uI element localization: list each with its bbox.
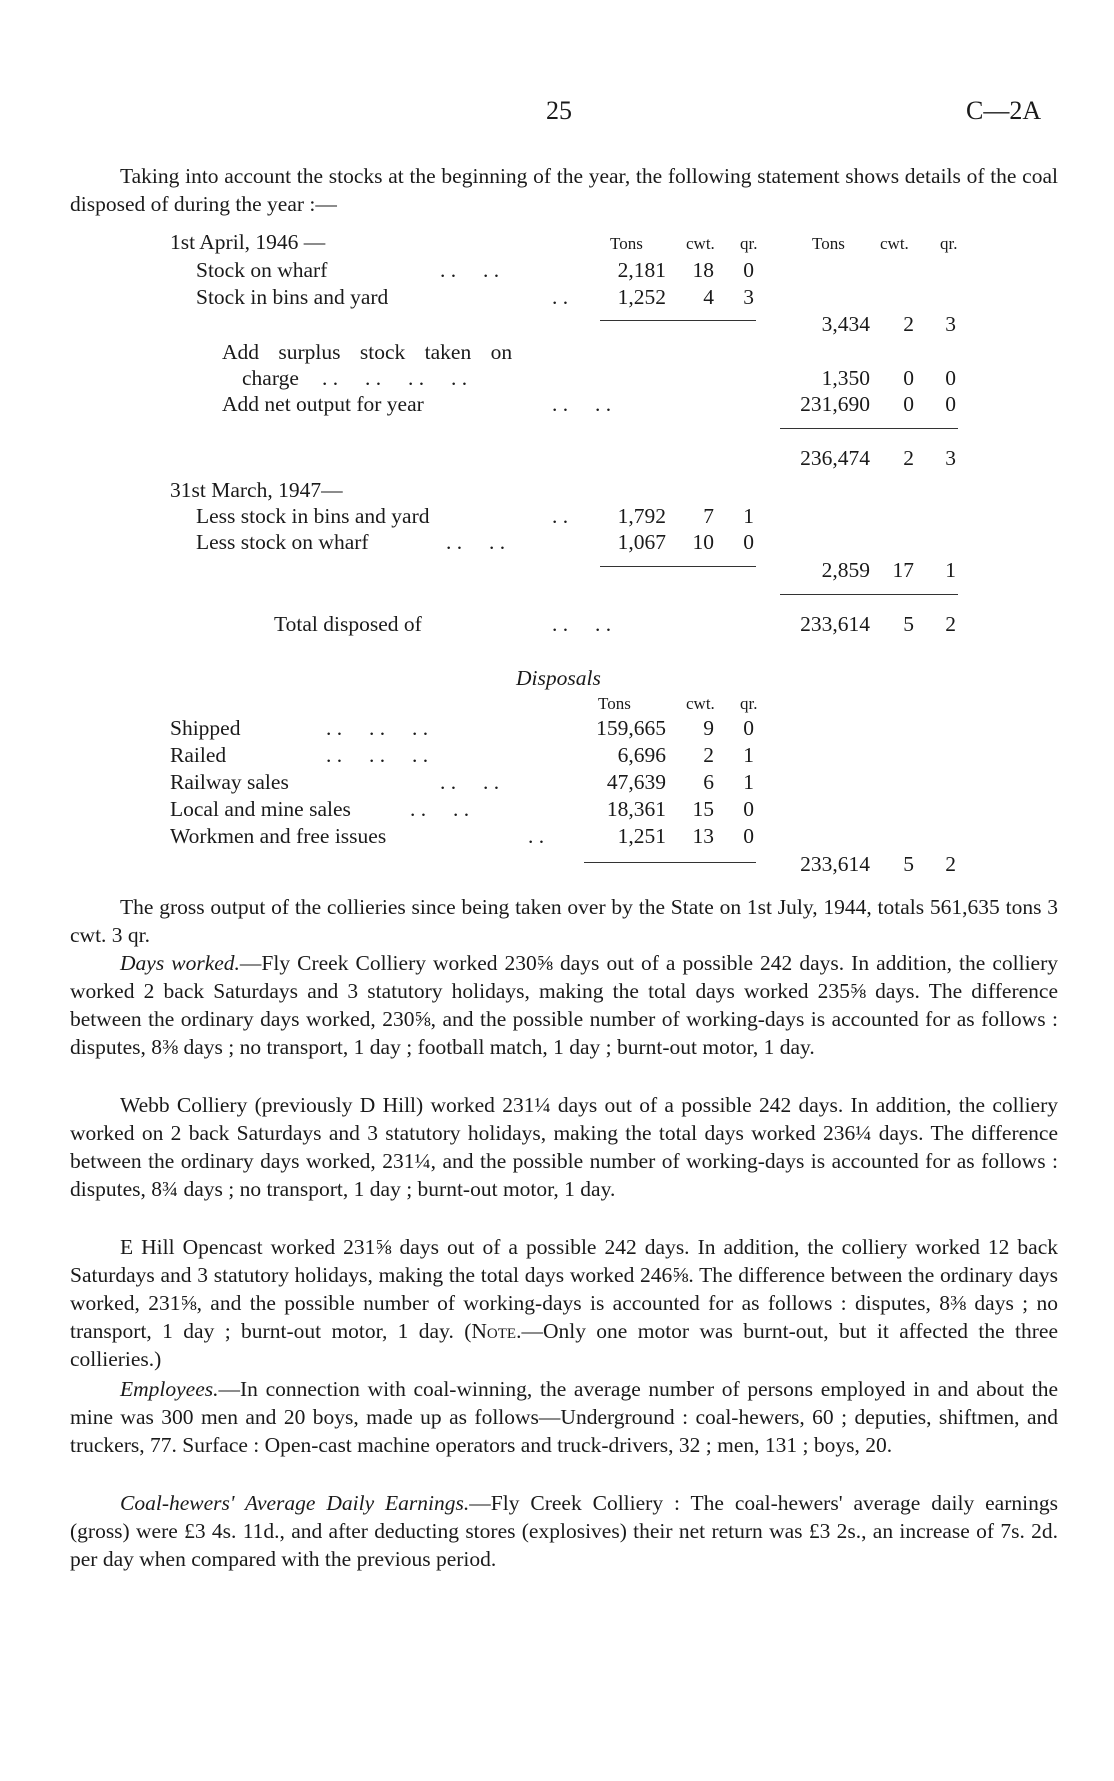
net-output-label: Add net output for year: [222, 392, 424, 416]
surplus-tons: 1,350: [821, 366, 870, 390]
row-dots: . . . .: [440, 770, 500, 794]
row-tons: 159,665: [596, 716, 666, 740]
row-dots: . .: [528, 824, 545, 848]
employees-heading: Employees.: [120, 1377, 219, 1401]
total-tons: 236,474: [800, 446, 870, 470]
row-dots: . . . .: [410, 797, 470, 821]
total-disposed-cwt: 5: [903, 612, 914, 636]
disp-col-head-tons: Tons: [598, 694, 631, 713]
document-code: C—2A: [966, 96, 1042, 125]
row-tons: 6,696: [617, 743, 666, 767]
e-hill-body: E Hill Opencast worked 231⅝ days out of a possible 242 days. In addition, the colliery worked 12 back Saturdays and 3 statutory holidays, making the total days worked 246⅝. The difference between the ordinary days worked, 231⅝, and the possible number of working-days is accounted for as follows : disputes, 8⅜ days ; no transport, 1 day ; burnt-out motor, 1 day. (: [70, 1235, 1058, 1343]
row-cwt: 13: [692, 824, 714, 848]
disposals-total-tons: 233,614: [800, 852, 870, 876]
row-label: Less stock in bins and yard: [196, 504, 430, 528]
days-worked-heading: Days worked.: [120, 951, 240, 975]
row-tons: 18,361: [606, 797, 666, 821]
total-cwt: 2: [903, 446, 914, 470]
surplus-cwt: 0: [903, 366, 914, 390]
row-label: Workmen and free issues: [170, 824, 387, 848]
page-number: 25: [546, 96, 572, 125]
earnings-paragraph: [70, 1489, 1058, 1573]
row-cwt: 10: [692, 530, 714, 554]
row-qr: 1: [743, 743, 754, 767]
row-tons: 1,792: [617, 504, 666, 528]
surplus-dots: . . . . . . . .: [322, 366, 468, 390]
row-cwt: 9: [703, 716, 714, 740]
row-dots: . .: [552, 285, 569, 309]
disposals-total-cwt: 5: [903, 852, 914, 876]
net-output-cwt: 0: [903, 392, 914, 416]
subtotal-cwt: 2: [903, 312, 914, 336]
employees-paragraph: [70, 1375, 1058, 1459]
row-qr: 1: [743, 504, 754, 528]
net-output-dots: . . . .: [552, 392, 612, 416]
row-tons: 1,251: [617, 824, 666, 848]
total-disposed-tons: 233,614: [800, 612, 870, 636]
e-hill-paragraph: [70, 1233, 1058, 1373]
col-head-cwt-2: cwt.: [880, 234, 909, 253]
total-rule: [780, 428, 958, 429]
row-label: Stock on wharf: [196, 258, 328, 282]
surplus-label-cont: charge: [242, 366, 299, 390]
net-output-qr: 0: [945, 392, 956, 416]
row-cwt: 7: [703, 504, 714, 528]
row-qr: 0: [743, 530, 754, 554]
subtotal-tons: 3,434: [821, 312, 870, 336]
row-dots: . . . .: [446, 530, 506, 554]
row-cwt: 4: [703, 285, 714, 309]
subtotal-tons: 2,859: [821, 558, 870, 582]
disp-col-head-qr: qr.: [740, 694, 758, 713]
row-tons: 2,181: [617, 258, 666, 282]
intro-paragraph: Taking into account the stocks at the beginning of the year, the following statement shows details of the coal disposed of during the year :—: [70, 164, 1058, 216]
row-qr: 3: [743, 285, 754, 309]
row-cwt: 2: [703, 743, 714, 767]
total-disposed-label: Total disposed of: [274, 612, 422, 636]
col-head-cwt-1: cwt.: [686, 234, 715, 253]
row-qr: 0: [743, 797, 754, 821]
disposals-title: Disposals: [516, 666, 601, 690]
row-tons: 1,067: [617, 530, 666, 554]
opening-date: 1st April, 1946 —: [170, 230, 326, 254]
closing-date: 31st March, 1947—: [170, 478, 343, 502]
subtotal-rule: [600, 566, 756, 567]
col-head-qr-1: qr.: [740, 234, 758, 253]
row-label: Local and mine sales: [170, 797, 351, 821]
row-qr: 0: [743, 824, 754, 848]
disp-col-head-cwt: cwt.: [686, 694, 715, 713]
col-head-qr-2: qr.: [940, 234, 958, 253]
days-worked-paragraph: [70, 949, 1058, 1061]
webb-colliery-paragraph: Webb Colliery (previously D Hill) worked 231¼ days out of a possible 242 days. In addition, the colliery worked on 2 back Saturdays and 3 statutory holidays, making the total days worked 236¼ days. The difference between the ordinary days worked, 231¼, and the possible number of working-days is accounted for as follows : disputes, 8¾ days ; no transport, 1 day ; burnt-out motor, 1 day.: [70, 1093, 1058, 1201]
earnings-heading: Coal-hewers' Average Daily Earnings.: [120, 1491, 470, 1515]
surplus-label: Add surplus stock taken on: [222, 340, 513, 364]
row-label: Shipped: [170, 716, 241, 740]
row-dots: . . . .: [440, 258, 500, 282]
row-cwt: 6: [703, 770, 714, 794]
row-tons: 47,639: [606, 770, 666, 794]
row-dots: . . . . . .: [326, 716, 429, 740]
note-body: .—Only one motor was burnt-out, but it affected the three collieries.): [70, 1319, 1058, 1371]
row-qr: 0: [743, 258, 754, 282]
earnings-body: —Fly Creek Colliery : The coal-hewers' average daily earnings (gross) were £3 4s. 11d., and after deducting stores (explosives) their net return was £3 2s., an increase of 7s. 2d. per day when compared with the previous period.: [70, 1491, 1058, 1571]
row-label: Less stock on wharf: [196, 530, 369, 554]
row-cwt: 15: [692, 797, 714, 821]
row-label: Railway sales: [170, 770, 289, 794]
total-qr: 3: [945, 446, 956, 470]
surplus-qr: 0: [945, 366, 956, 390]
col-head-tons-2: Tons: [812, 234, 845, 253]
subtotal-qr: 3: [945, 312, 956, 336]
row-qr: 0: [743, 716, 754, 740]
disposals-total-qr: 2: [945, 852, 956, 876]
net-output-tons: 231,690: [800, 392, 870, 416]
row-label: Railed: [170, 743, 227, 767]
subtotal-rule: [600, 320, 756, 321]
gross-output-paragraph: The gross output of the collieries since being taken over by the State on 1st July, 1944, totals 561,635 tons 3 cwt. 3 qr.: [70, 895, 1058, 947]
subtotal-cwt: 17: [892, 558, 914, 582]
col-head-tons-1: Tons: [610, 234, 643, 253]
total-rule: [780, 594, 958, 595]
days-worked-body: —Fly Creek Colliery worked 230⅝ days out of a possible 242 days. In addition, the colliery worked 2 back Saturdays and 3 statutory holidays, making the total days worked 235⅝ days. The difference between the ordinary days worked, 230⅝, and the possible number of working-days is accounted for as follows : disputes, 8⅜ days ; no transport, 1 day ; football match, 1 day ; burnt-out motor, 1 day.: [70, 951, 1058, 1059]
row-cwt: 18: [692, 258, 714, 282]
subtotal-qr: 1: [945, 558, 956, 582]
total-disposed-qr: 2: [945, 612, 956, 636]
row-qr: 1: [743, 770, 754, 794]
disposals-rule: [584, 862, 756, 863]
row-label: Stock in bins and yard: [196, 285, 389, 309]
row-tons: 1,252: [617, 285, 666, 309]
employees-body: —In connection with coal-winning, the average number of persons employed in and about the mine was 300 men and 20 boys, made up as follows—Underground : coal-hewers, 60 ; deputies, shiftmen, and truckers, 77. Surface : Open-cast machine operators and truck-drivers, 32 ; men, 131 ; boys, 20.: [70, 1377, 1058, 1457]
row-dots: . . . . . .: [326, 743, 429, 767]
total-disposed-dots: . . . .: [552, 612, 612, 636]
note-label: Note: [471, 1319, 517, 1343]
row-dots: . .: [552, 504, 569, 528]
